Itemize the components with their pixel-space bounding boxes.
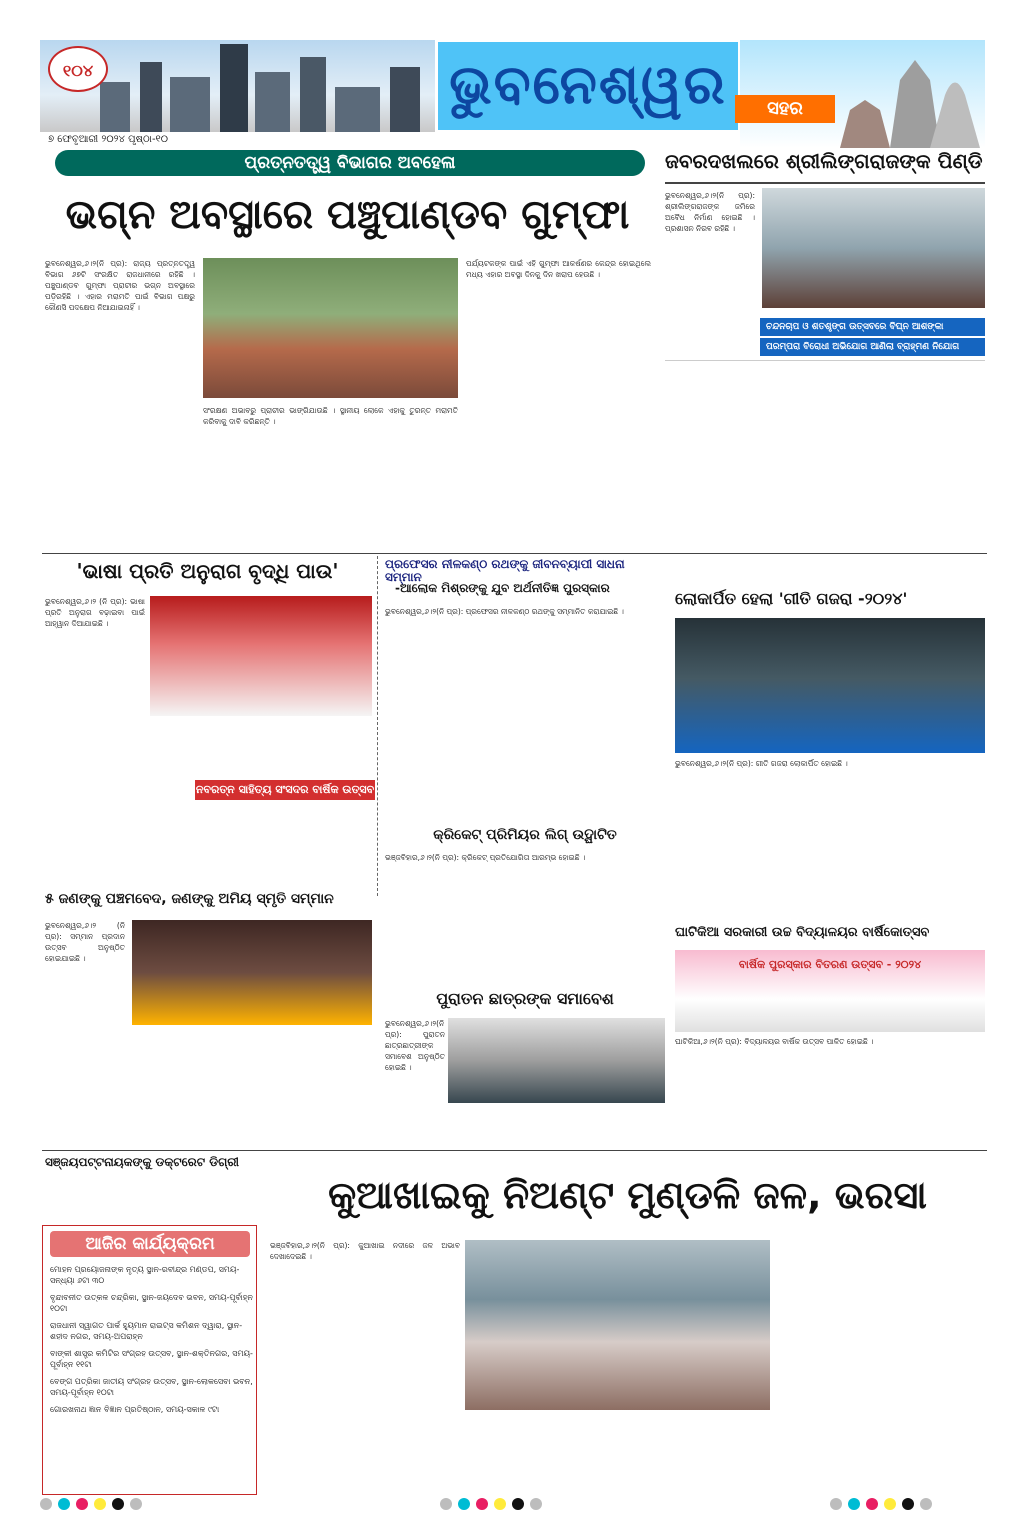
lead-headline: ଭଗ୍ନ ଅବସ୍ଥାରେ ପଞ୍ଚୁପାଣ୍ଡବ ଗୁମ୍ଫା [65,192,630,238]
purutana-photo [448,1018,665,1103]
side-photo [762,188,985,308]
bhasha-body-cont [45,800,370,890]
side-body-cont [665,360,985,550]
cricket-body: ଭଞ୍ଜବିହାର,୬।୨(ନି ପ୍ର): କ୍ରିକେଟ୍ ପ୍ରତିଯୋଗିତା ଆରମ୍ଭ ହୋଇଛି । [385,853,586,862]
agenda-title: ଆଜିର କାର୍ଯ୍ୟକ୍ରମ [50,1231,250,1257]
lead-kicker: ପ୍ରତ୍ନତତ୍ତ୍ୱ ବିଭାଗର ଅବହେଳା [55,150,645,176]
agenda-list [50,1264,255,1489]
bhasha-photo [150,596,372,716]
lead-photo [203,258,458,398]
ghatikia-headline: ଘାଟିକିଆ ସରକାରୀ ଉଚ୍ଚ ବିଦ୍ୟାଳୟର ବାର୍ଷିକୋତ୍ସବ [675,925,930,940]
divider [42,553,987,554]
agenda-item: ଗୋରଖନାଥ ଜ୍ଞାନ ବିଜ୍ଞାନ ପ୍ରତିଷ୍ଠାନ, ସମୟ-ସକାଳ ୯ଟା [50,1405,220,1414]
sanjay-headline: ସଞ୍ଜୟପଟ୍ଟନାୟକଙ୍କୁ ଡକ୍ଟରେଟ ଡିଗ୍ରୀ [45,1155,240,1169]
registration-marks [440,1498,600,1512]
masthead-title: ଭୁବନେଶ୍ୱର [438,42,738,130]
panchama-body: ଭୁବନେଶ୍ୱର,୬।୨ (ନି ପ୍ର): ସମ୍ମାନ ପ୍ରଦାନ ଉତ୍ସବ ଅନୁଷ୍ଠିତ ହୋଇଯାଇଛି । [45,921,125,963]
agenda-item: ବାଙ୍କୀ ଶାସ୍ତ୍ର କମିଟିର ସଂଗ୍ରହ ଉତ୍ସବ, ସ୍ଥାନ-ଶକ୍ତିନଗର, ସମୟ-ପୂର୍ବାହ୍ନ ୧୧ଟା [50,1349,253,1369]
bhasha-body: ଭୁବନେଶ୍ୱର,୬।୨ (ନି ପ୍ର): ଭାଷା ପ୍ରତି ଅନୁରାଗ ବଢ଼ାଇବା ପାଇଁ ଆହ୍ୱାନ ଦିଆଯାଇଛି । [45,597,145,628]
bhasha-caption: ନବରତ୍ନ ସାହିତ୍ୟ ସଂସଦର ବାର୍ଷିକ ଉତ୍ସବ [195,780,375,800]
section-badge: ସହର [735,95,835,123]
agenda-item: ବୃନ୍ଦାବନୀତ ଉତ୍କଳ ଚନ୍ଦ୍ରିକା, ସ୍ଥାନ-ଜୟଦେବ ଭବନ, ସମୟ-ପୂର୍ବାହ୍ନ ୧୦ଟା [50,1293,253,1313]
agenda-item: ବେଙ୍ଗ ପତ୍ରିକା ଜାତୀୟ ସଂଗ୍ରହ ଉତ୍ସବ, ସ୍ଥାନ-ଲୋକସେବା ଭବନ, ସମୟ-ପୂର୍ବାହ୍ନ ୧୦ଟା [50,1377,253,1397]
agenda-item: ରାଜଧାନୀ ସ୍ୱାଗତ ପାର୍କ ହ୍ୟୁମାନ ରାଇଟ୍ସ କମିଶନ ଦ୍ୱାରା, ସ୍ଥାନ-ଶହୀଦ ନଗର, ସମୟ-ଅପରାହ୍ନ [50,1321,243,1341]
side-bullet-2: ପରମ୍ପରା ବିରୋଧୀ ଅଭିଯୋଗ ଆଣିଲା ବ୍ରାହ୍ମଣ ନିଯୋଗ [760,338,985,356]
registration-marks [830,1498,990,1512]
kuakhai-body-right [778,1240,986,1495]
professor-subhead: -ଆଲୋକ ମିଶ୍ରଙ୍କୁ ଯୁବ ଅର୍ଥନୀତିଜ୍ଞ ପୁରସ୍କାର [395,581,610,595]
ghatikia-banner: ବାର୍ଷିକ ପୁରସ୍କାର ବିତରଣ ଉତ୍ସବ - ୨୦୨୪ [738,958,922,971]
professor-headline: ପ୍ରଫେସର ନୀଳକଣ୍ଠ ରଥଙ୍କୁ ଜୀବନବ୍ୟାପୀ ସାଧନା ସମ୍ମାନ [385,557,625,585]
purutana-headline: ପୁରାତନ ଛାତ୍ରଙ୍କ ସମାବେଶ [436,989,614,1008]
panchama-headline: ୫ ଜଣଙ୍କୁ ପଞ୍ଚମବେଦ, ଜଣଙ୍କୁ ଅମିୟ ସ୍ମୃତି ସମ୍ମାନ [45,891,334,907]
geeti-headline: ଲୋକାର୍ପିତ ହେଲା 'ଗୀତି ଗଜରା -୨୦୨୪' [675,589,908,608]
geeti-body: ଭୁବନେଶ୍ୱର,୬।୨(ନି ପ୍ର): ଗୀତି ଗଜରା ଲୋକାର୍ପିତ ହୋଇଛି । [675,759,848,768]
cricket-headline: କ୍ରିକେଟ୍ ପ୍ରିମିୟର ଲିଗ୍ ଉଦ୍ଘାଟିତ [433,827,617,843]
lead-body-mid: ସଂରକ୍ଷଣ ଅଭାବରୁ ପ୍ରାଚୀର ଭାଙ୍ଗିଯାଉଛି । ସ୍ଥାନୀୟ ଲୋକେ ଏହାକୁ ତୁରନ୍ତ ମରାମତି କରିବାକୁ ଦାବି କରିଛନ୍ତି । [203,406,458,426]
panchama-photo [132,920,372,1025]
kuakhai-body-cont [465,1414,770,1494]
kuakhai-photo [465,1240,770,1410]
kuakhai-body: ଭଞ୍ଜବିହାର,୬।୨(ନି ପ୍ର): କୁଆଖାଇ ନଦୀରେ ଜଳ ଅଭାବ ଦେଖାଦେଇଛି । [270,1241,460,1261]
newspaper-logo: ୧୦୪ [48,46,108,92]
lead-body-right: ପର୍ଯ୍ୟଟକଙ୍କ ପାଇଁ ଏହି ଗୁମ୍ଫା ଆକର୍ଷଣର କେନ୍ଦ୍ର ହୋଇଥିଲେ ମଧ୍ୟ ଏହାର ଅବସ୍ଥା ଦିନକୁ ଦିନ ଖରାପ ହେଉଛି । [466,259,651,279]
agenda-item: ମୋହନ ପ୍ରୟୋଜନାଙ୍କ ନୃତ୍ୟ ସ୍ଥାନ-ରବୀନ୍ଦ୍ର ମଣ୍ଡପ, ସମୟ-ସନ୍ଧ୍ୟା ୬ଟା ୩୦ [50,1265,240,1285]
panchama-body-cont [45,1030,375,1150]
divider [42,1150,987,1151]
professor-body: ଭୁବନେଶ୍ୱର,୬।୨(ନି ପ୍ର): ପ୍ରଫେସର ନୀଳକଣ୍ଠ ରଥଙ୍କୁ ସମ୍ମାନିତ କରାଯାଇଛି । [385,607,624,616]
divider [665,182,985,184]
side-headline: ଜବରଦଖଲରେ ଶ୍ରୀଲିଙ୍ଗରାଜଙ୍କ ପିଣ୍ଡି [665,149,983,173]
kuakhai-headline: କୁଆଖାଇକୁ ନିଅଣ୍ଟ ମୁଣ୍ଡଳି ଜଳ, ଭରସା [328,1173,927,1217]
side-bullet-1: ଚନ୍ଦନଚାପ ଓ ଶତଶୃଙ୍ଗ ଉତ୍ସବରେ ବିଘ୍ନ ଆଶଙ୍କା [760,318,985,336]
divider [377,556,378,896]
dateline: ୭ ଫେବୃଆରୀ ୨୦୨୪ ପୃଷ୍ଠା-୧୦ [40,132,435,148]
ghatikia-body: ଘାଟିକିଆ,୬।୨(ନି ପ୍ର): ବିଦ୍ୟାଳୟର ବାର୍ଷିକ ଉତ୍ସବ ପାଳିତ ହୋଇଛି । [675,1037,874,1046]
registration-marks [40,1498,200,1512]
geeti-photo [675,618,985,753]
purutana-body: ଭୁବନେଶ୍ୱର,୬।୨(ନି ପ୍ର): ପୁରାତନ ଛାତ୍ରଛାତ୍ରୀଙ୍କ ସମାବେଶ ଅନୁଷ୍ଠିତ ହୋଇଛି । [385,1019,445,1072]
lead-body-left: ଭୁବନେଶ୍ୱର,୬।୨(ନି ପ୍ର): ରାଜ୍ୟ ପ୍ରତ୍ନତତ୍ତ୍ୱ ବିଭାଗ ୬୭ଟି ସଂରକ୍ଷିତ ରାଜଧାନୀରେ ରହିଛି । ପଞ୍ଚୁପାଣ୍ଡବ ଗୁମ୍ଫା ପ୍ରାଚୀର ଭଗ୍ନ ଅବସ୍ଥାରେ ପଡ଼ିରହିଛି । ଏହାର ମରାମତି ପାଇଁ ବିଭାଗ ପକ୍ଷରୁ କୌଣସି ପଦକ୍ଷେପ ନିଆଯାଇନାହିଁ । [45,259,195,312]
purutana-body-cont [385,1106,665,1146]
temple-image [740,40,985,148]
bhasha-headline: 'ଭାଷା ପ୍ରତି ଅନୁରାଗ ବୃଦ୍ଧି ପାଉ' [76,559,339,583]
side-body: ଭୁବନେଶ୍ୱର,୬।୨(ନି ପ୍ର): ଶ୍ରୀଲିଙ୍ଗରାଜଙ୍କ ଜମିରେ ଅବୈଧ ନିର୍ମାଣ ହୋଇଛି । ପ୍ରଶାସନ ନିରବ ରହିଛି । [665,191,755,233]
